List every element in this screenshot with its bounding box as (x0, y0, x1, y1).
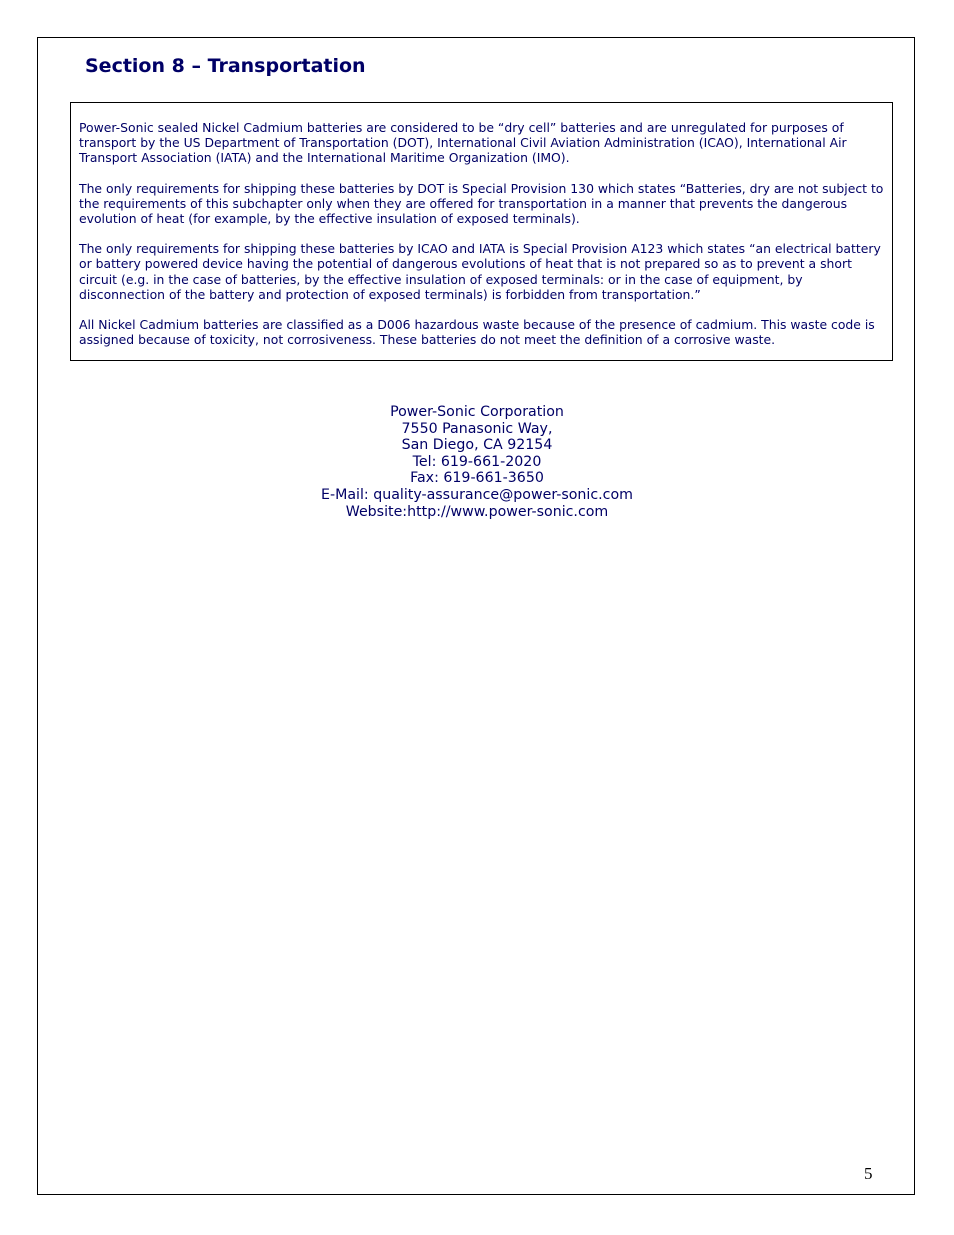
city-state-zip: San Diego, CA 92154 (401, 437, 553, 454)
paragraph-dot-requirements: The only requirements for shipping these batteries by DOT is Special Provision 130 which states “Batteries, dry are not subject to the requirements of this subchapter only when they are offered for transportation in a manner that prevents the dangerous evolution of heat (for example, by the effective insulation of exposed terminals). (79, 180, 884, 227)
page-number: 5 (864, 1164, 873, 1183)
website: Website:http://www.power-sonic.com (345, 503, 609, 520)
paragraph-icao-iata-requirements: The only requirements for shipping these batteries by ICAO and IATA is Special Provision A123 which states “an electrical battery or battery powered device having the potential of dangerous evolutions of heat that is not prepared so as to prevent a short circuit (e.g. in the case of batteries, by the effective insulation of exposed terminals: or in the case of equipment, by disconnection of the battery and protection of exposed terminals) is forbidden from transportation.” (79, 241, 881, 302)
transportation-text-box (70, 102, 893, 361)
fax: Fax: 619-661-3650 (410, 470, 544, 487)
street-address: 7550 Panasonic Way, (401, 420, 553, 437)
paragraph-classification: Power-Sonic sealed Nickel Cadmium batteries are considered to be “dry cell” batteries and are unregulated for purposes of transport by the US Department of Transportation (DOT), International Civil Aviation Administration (ICAO), International Air Transport Association (IATA) and the International Maritime Organization (IMO). (79, 120, 847, 166)
company-name: Power-Sonic Corporation (390, 404, 564, 420)
paragraph-hazardous-waste: All Nickel Cadmium batteries are classified as a D006 hazardous waste because of the presence of cadmium. This waste code is assigned because of toxicity, not corrosiveness. These batteries do not meet the definition of a corrosive waste. (79, 317, 875, 348)
contact-block (0, 404, 954, 520)
section-title: Section 8 – Transportation (85, 55, 366, 77)
telephone: Tel: 619-661-2020 (412, 453, 542, 470)
email: E-Mail: quality-assurance@power-sonic.com (321, 486, 633, 503)
